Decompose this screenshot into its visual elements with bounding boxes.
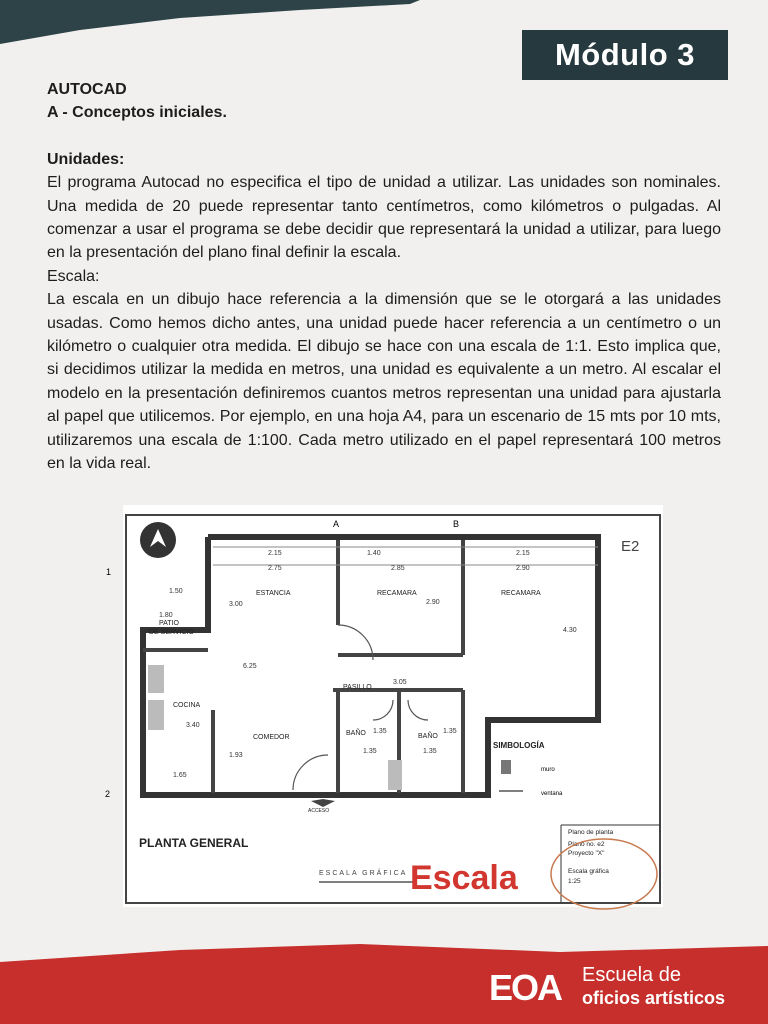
axis-1: 1 xyxy=(106,567,112,577)
room-comedor: COMEDOR xyxy=(253,734,290,741)
scale-bar-label: ESCALA GRÁFICA xyxy=(319,870,408,877)
escala-overlay: Escala xyxy=(410,859,518,897)
dim-625: 6.25 xyxy=(243,663,257,670)
room-bano-1: BAÑO xyxy=(346,730,366,737)
dim-290: 2.90 xyxy=(426,599,440,606)
eoa-logo-text: EOA xyxy=(489,967,562,1008)
dim-300: 3.00 xyxy=(229,601,243,608)
floor-plan-image xyxy=(105,505,663,907)
dim-135c: 1.35 xyxy=(363,748,377,755)
room-cocina: COCINA xyxy=(173,702,201,709)
dim-135a: 1.35 xyxy=(373,728,387,735)
dim-135d: 1.35 xyxy=(423,748,437,755)
dim-top-6: 2.90 xyxy=(516,565,530,572)
dim-top-5: 2.15 xyxy=(516,550,530,557)
room-pasillo: PASILLO xyxy=(343,684,372,691)
paragraph-units: El programa Autocad no especifica el tipo de unidad a utilizar. Las unidades son nominales. Una medida de 20 puede representar tanto centímetros, como kilómetros o pulgadas. Al comenzar a usar el programa se debe decidir que representará la unidad a utilizar, para luego en la presentación del plano final definir la escala. xyxy=(47,174,721,262)
dim-top-4: 2.85 xyxy=(391,565,405,572)
dim-180: 1.80 xyxy=(159,612,173,619)
room-acceso: ACCESO xyxy=(308,808,330,814)
tb-line1: Plano de planta xyxy=(568,829,614,836)
doc-subtitle: A - Conceptos iniciales. xyxy=(47,104,227,122)
dim-340: 3.40 xyxy=(186,722,200,729)
module-badge: Módulo 3 xyxy=(522,30,728,80)
plan-title: PLANTA GENERAL xyxy=(139,836,249,850)
eoa-logo xyxy=(489,963,569,1007)
tb-line5: 1:25 xyxy=(568,878,581,885)
brand-line2: oficios artísticos xyxy=(582,988,726,1008)
dim-top-3: 1.40 xyxy=(367,550,381,557)
wall-symbol-icon xyxy=(501,760,511,774)
dim-193: 1.93 xyxy=(229,752,243,759)
legend-ventana: ventana xyxy=(541,791,563,797)
brand-line1: Escuela de xyxy=(582,964,681,986)
scale-heading: Escala: xyxy=(47,267,100,285)
paragraph-scale: La escala en un dibujo hace referencia a la dimensión que se le otorgará a las unidades usadas. Como hemos dicho antes, una unidad puede hacer referencia a un centímetro o un kilómetro o cualquier otra medida. El dibujo se hace con una escala de 1:1. Esto implica que, si decidimos utilizar la medida en metros, una unidad es equivalente a un metro. Al escalar el modelo en la presentación definiremos cuantos metros representan una unidad para ajustarla al papel que utilicemos. Por ejemplo, en una hoja A4, para un escenario de 15 mts por 10 mts, utilizaremos una escala de 1:100. Cada metro utilizado en el papel representará 100 metros en la vida real. xyxy=(47,291,721,473)
axis-a: A xyxy=(333,519,340,529)
dim-135b: 1.35 xyxy=(443,728,457,735)
axis-2: 2 xyxy=(105,789,111,799)
room-bano-2: BAÑO xyxy=(418,733,438,740)
axis-b: B xyxy=(453,519,460,529)
legend-muro: muro xyxy=(541,767,555,773)
dim-top-1: 2.15 xyxy=(268,550,282,557)
dim-top-2: 2.75 xyxy=(268,565,282,572)
room-recamara-2: RECAMARA xyxy=(501,590,541,597)
sheet-id: E2 xyxy=(621,538,640,555)
floor-plan-drawing xyxy=(105,505,663,907)
dim-165: 1.65 xyxy=(173,772,187,779)
room-estancia: ESTANCIA xyxy=(256,590,291,597)
tb-line2: Plano no. e2 xyxy=(568,841,605,848)
section-heading: Unidades: xyxy=(47,150,125,168)
tb-line4: Escala gráfica xyxy=(568,868,609,875)
room-patio-1: PATIO xyxy=(159,620,179,627)
dim-305: 3.05 xyxy=(393,679,407,686)
access-icon xyxy=(311,799,335,807)
document-body xyxy=(47,78,721,476)
legend-title: SIMBOLOGÍA xyxy=(493,741,545,750)
room-patio-2: DE SERVICIO xyxy=(149,629,194,636)
room-recamara-1: RECAMARA xyxy=(377,590,417,597)
dim-150: 1.50 xyxy=(169,588,183,595)
doc-title: AUTOCAD xyxy=(47,81,127,98)
tb-line3: Proyecto "X" xyxy=(568,850,605,857)
dim-430: 4.30 xyxy=(563,627,577,634)
